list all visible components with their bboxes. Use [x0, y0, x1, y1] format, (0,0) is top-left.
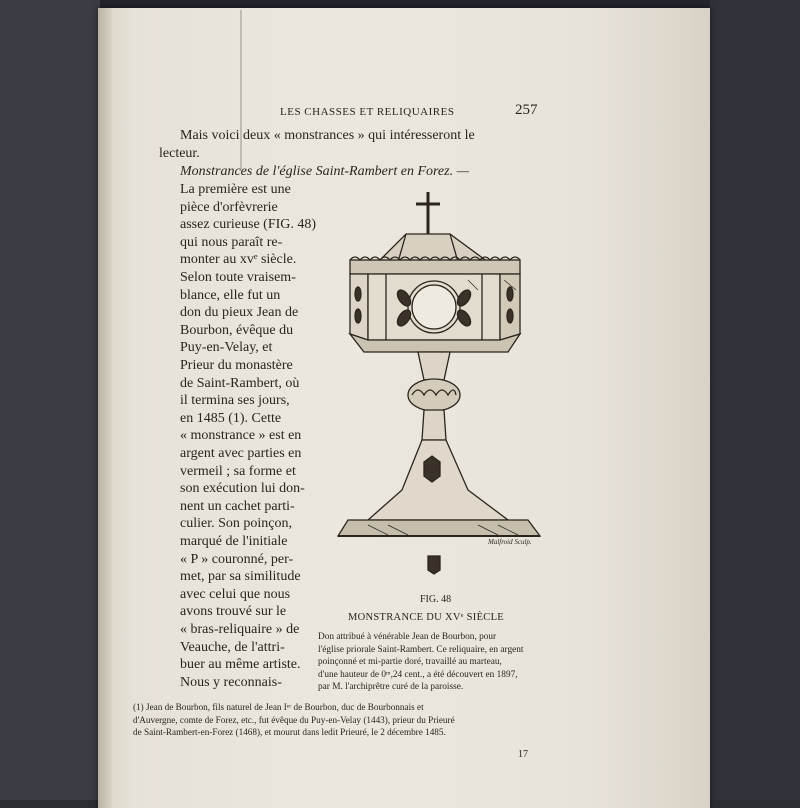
monstrance-illustration [328, 190, 558, 575]
figure-number: FIG. 48 [420, 594, 452, 605]
column-line: avons trouvé sur le [180, 604, 287, 620]
column-line: met, par sa similitude [180, 569, 301, 585]
signature-mark: 17 [518, 749, 528, 760]
background-right [710, 0, 800, 800]
column-line: don du pieux Jean de [180, 305, 299, 321]
running-head: LES CHASSES ET RELIQUAIRES [280, 106, 455, 118]
column-line: Bourbon, évêque du [180, 322, 294, 338]
column-line: Selon toute vraisem- [180, 270, 296, 285]
column-line: assez curieuse (FIG. 48) [180, 217, 317, 233]
background-left [0, 0, 100, 800]
column-line: de Saint-Rambert, où [180, 375, 300, 391]
column-line: Nous y reconnais- [180, 674, 282, 690]
monstrance-drawing [328, 190, 558, 575]
column-line: blance, elle fut un [180, 287, 281, 303]
footnote-line: d'Auvergne, comte de Forez, etc., fut évêque du Puy-en-Velay (1443), prieur du Prieuré [133, 714, 455, 725]
footnote-line: de Saint-Rambert-en-Forez (1468), et mourut dans ledit Prieuré, le 2 décembre 1485. [133, 727, 446, 737]
figure-title: MONSTRANCE DU XVᵉ SIÈCLE [348, 612, 505, 623]
column-line: Veauche, de l'attri- [180, 639, 285, 655]
caption-line: l'église priorale Saint-Rambert. Ce reliquaire, en argent [318, 644, 524, 655]
column-line: « monstrance » est en [180, 428, 302, 444]
caption-line: poinçonné et mi-partie doré, travaillé au marteau, [318, 657, 502, 667]
column-line: vermeil ; sa forme et [180, 463, 296, 479]
footnote-line: (1) Jean de Bourbon, fils naturel de Jean Iᵉʳ de Bourbon, duc de Bourbonnais et [133, 702, 424, 712]
page-number: 257 [515, 102, 538, 118]
page-crease [240, 10, 242, 170]
caption-line: Don attribué à vénérable Jean de Bourbon, pour [318, 632, 497, 642]
column-line: « bras-reliquaire » de [180, 622, 300, 637]
artist-signature: Malfroid Sculp. [488, 538, 532, 546]
column-line: marqué de l'initiale [180, 534, 288, 549]
column-line: son exécution lui don- [180, 481, 305, 497]
caption-line: d'une hauteur de 0ᵐ,24 cent., a été découvert en 1897, [318, 669, 518, 680]
column-line: pièce d'orfèvrerie [180, 199, 278, 215]
caption-line: par M. l'archiprêtre curé de la paroisse. [318, 682, 464, 692]
column-line: buer au même artiste. [180, 657, 301, 673]
column-line: en 1485 (1). Cette [180, 410, 282, 426]
page-edge [98, 8, 112, 808]
column-line: La première est une [180, 182, 291, 197]
column-line: argent avec parties en [180, 446, 302, 461]
column-line: monter au xvᵉ siècle. [180, 252, 297, 268]
column-line: il termina ses jours, [180, 393, 290, 409]
section-heading: Monstrances de l'église Saint-Rambert en Forez. — [180, 164, 470, 179]
column-line: Prieur du monastère [180, 358, 293, 373]
column-line: nent un cachet parti- [180, 498, 295, 514]
column-line: qui nous paraît re- [180, 234, 283, 250]
column-line: avec celui que nous [180, 586, 291, 602]
column-line: culier. Son poinçon, [180, 516, 292, 532]
intro-line-1: Mais voici deux « monstrances » qui intéresseront le [180, 128, 475, 143]
column-line: « P » couronné, per- [180, 551, 294, 567]
column-line: Puy-en-Velay, et [180, 340, 273, 356]
intro-line-2: lecteur. [159, 146, 200, 161]
